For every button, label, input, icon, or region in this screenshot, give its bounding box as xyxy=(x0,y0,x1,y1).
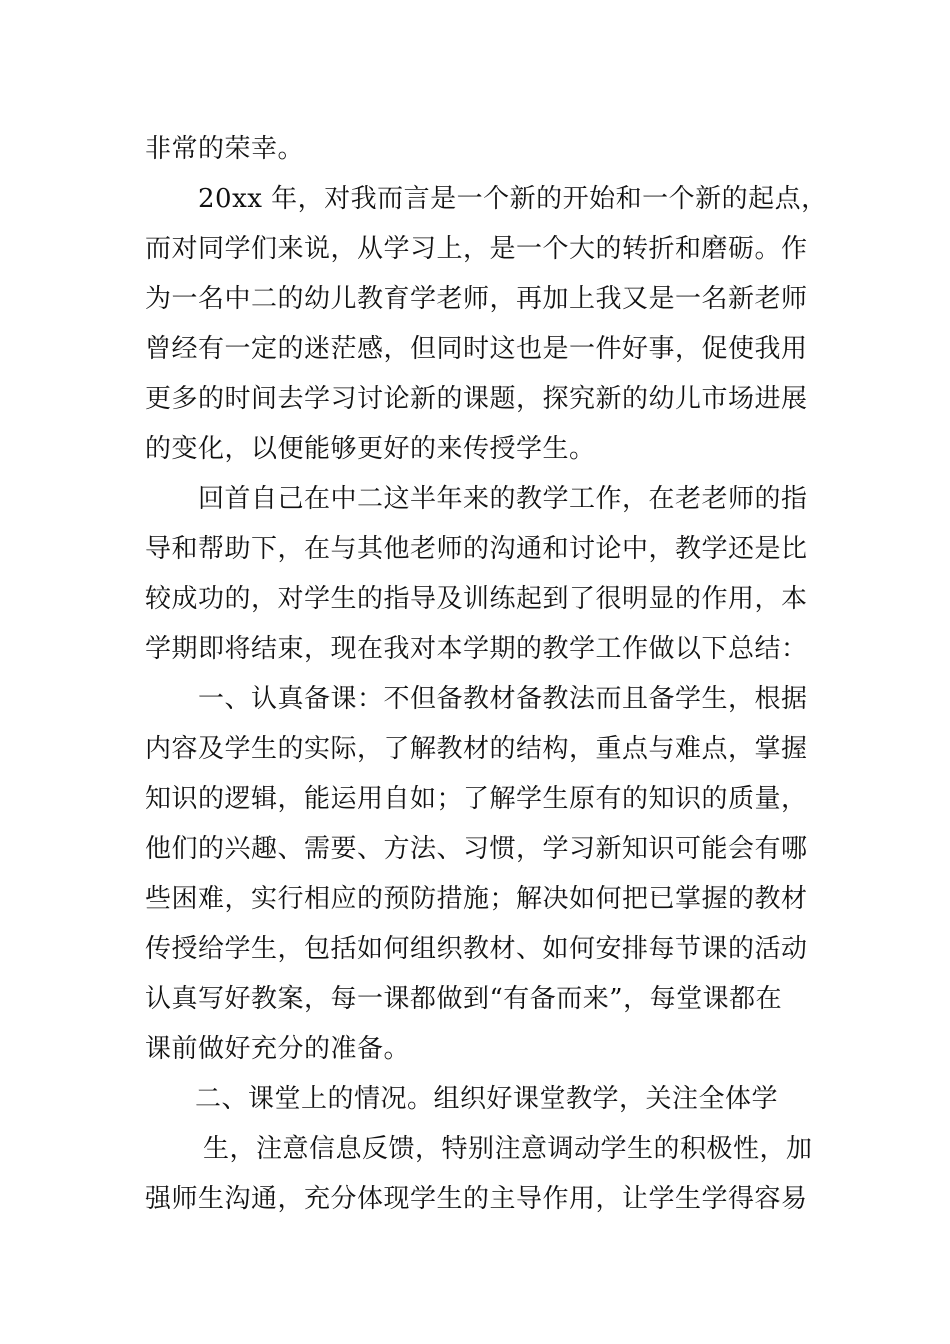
text-line-8: 回首自己在中二这半年来的教学工作，在老老师的指 xyxy=(198,484,808,514)
text-line-14: 知识的逻辑，能运用自如；了解学生原有的知识的质量， xyxy=(145,784,808,814)
text-line-18: 认真写好教案，每一课都做到“有备而来”，每堂课都在 xyxy=(145,984,783,1014)
text-line-17: 传授给学生，包括如何组织教材、如何安排每节课的活动 xyxy=(145,934,808,964)
text-line-19: 课前做好充分的准备。 xyxy=(145,1034,411,1064)
text-line-15: 他们的兴趣、需要、方法、习惯，学习新知识可能会有哪 xyxy=(145,834,808,864)
text-line-2: 20xx 年，对我而言是一个新的开始和一个新的起点， xyxy=(198,184,828,214)
text-line-11: 学期即将结束，现在我对本学期的教学工作做以下总结： xyxy=(145,634,808,664)
text-line-6: 更多的时间去学习讨论新的课题，探究新的幼儿市场进展 xyxy=(145,384,808,414)
text-line-7: 的变化，以便能够更好的来传授学生。 xyxy=(145,434,596,464)
text-line-9: 导和帮助下，在与其他老师的沟通和讨论中，教学还是比 xyxy=(145,534,808,564)
text-line-22: 强师生沟通，充分体现学生的主导作用，让学生学得容易 xyxy=(145,1184,808,1214)
text-line-4: 为一名中二的幼儿教育学老师，再加上我又是一名新老师 xyxy=(145,284,808,314)
text-line-13: 内容及学生的实际，了解教材的结构，重点与难点，掌握 xyxy=(145,734,808,764)
text-line-1: 非常的荣幸。 xyxy=(145,134,305,164)
text-line-16: 些困难，实行相应的预防措施；解决如何把已掌握的教材 xyxy=(145,884,808,914)
text-line-20: 二、课堂上的情况。组织好课堂教学，关注全体学 xyxy=(195,1084,779,1114)
text-line-5: 曾经有一定的迷茫感，但同时这也是一件好事，促使我用 xyxy=(145,334,808,364)
text-line-3: 而对同学们来说，从学习上，是一个大的转折和磨砺。作 xyxy=(145,234,808,264)
text-line-12: 一、认真备课：不但备教材备教法而且备学生，根据 xyxy=(198,684,808,714)
text-line-21: 生，注意信息反馈，特别注意调动学生的积极性，加 xyxy=(203,1134,813,1164)
text-line-10: 较成功的，对学生的指导及训练起到了很明显的作用，本 xyxy=(145,584,808,614)
